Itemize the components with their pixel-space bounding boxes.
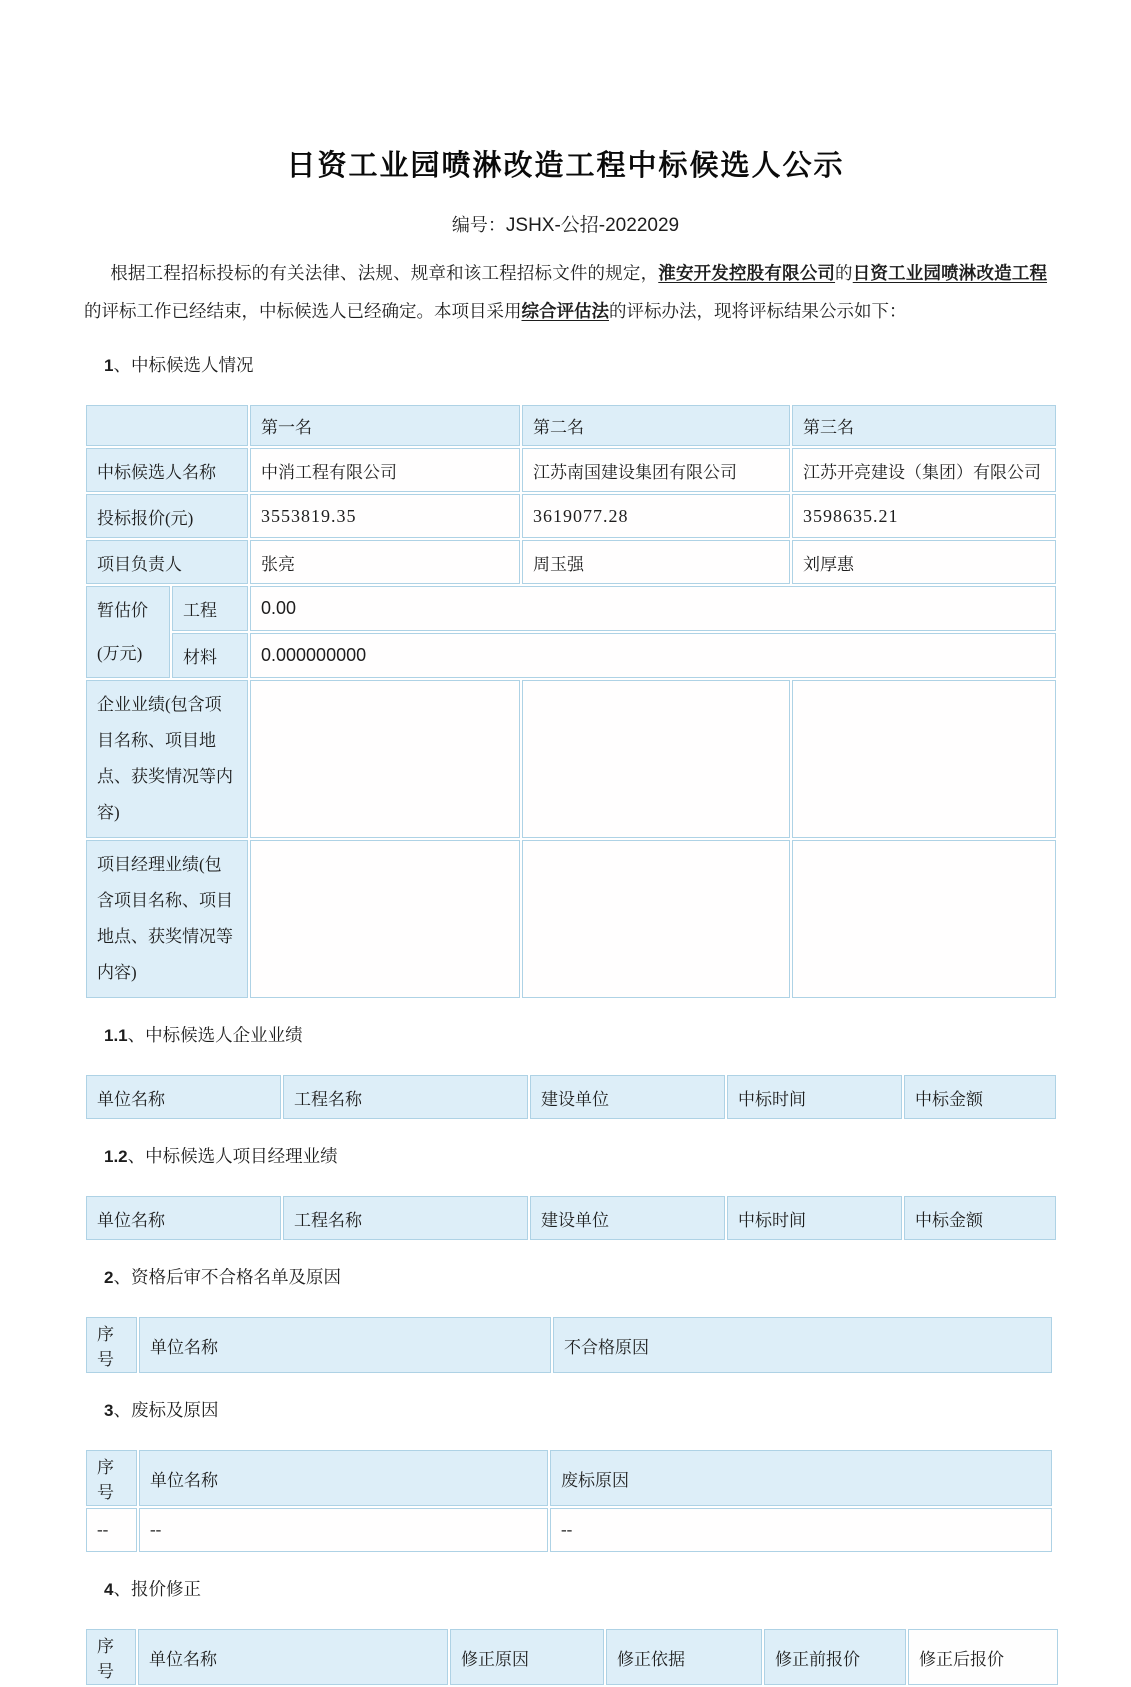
estimate-label	[86, 586, 170, 678]
candidate-1-name: 中消工程有限公司	[250, 448, 520, 492]
intro-text-4: 的评标办法，现将评标结果公示如下：	[609, 301, 907, 321]
rank-3-header: 第三名	[792, 405, 1056, 446]
cell-unit-name: --	[139, 1508, 548, 1552]
table-row	[86, 1508, 1052, 1552]
col-unit-name: 单位名称	[139, 1450, 548, 1506]
doc-number	[84, 212, 1047, 239]
company-performance-row	[86, 680, 1056, 838]
col-unit-name: 单位名称	[86, 1196, 281, 1240]
section-title: 资格后审不合格名单及原因	[130, 1267, 341, 1287]
col-serial-number: 序号	[86, 1629, 136, 1685]
estimate-project-label: 工程	[172, 586, 248, 631]
estimate-material-value: 0.000000000	[250, 633, 1056, 678]
company-performance-table	[84, 1073, 1058, 1121]
tenderee-name: 淮安开发控股有限公司	[658, 263, 836, 283]
pm-performance-label: 项目经理业绩(包含项目名称、项目地点、获奖情况等内容)	[86, 840, 248, 998]
estimate-project-value: 0.00	[250, 586, 1056, 631]
candidates-table	[84, 403, 1058, 1000]
section-title: 中标候选人情况	[130, 355, 254, 375]
col-disqualify-reason: 不合格原因	[553, 1317, 1052, 1373]
estimate-material-label: 材料	[172, 633, 248, 678]
section-title: 废标及原因	[130, 1400, 219, 1420]
col-reject-reason: 废标原因	[550, 1450, 1052, 1506]
candidate-2-price: 3619077.28	[522, 494, 790, 538]
section-heading-4	[104, 1578, 1047, 1601]
section-separator: 、	[113, 1267, 131, 1287]
pm-performance-row	[86, 840, 1056, 998]
candidate-1-manager: 张亮	[250, 540, 520, 584]
document-page	[84, 0, 1047, 1687]
section-number: 1.1	[104, 1026, 128, 1045]
doc-number-label: 编号：	[451, 215, 506, 235]
col-award-time: 中标时间	[727, 1196, 902, 1240]
col-price-after: 修正后报价	[908, 1629, 1058, 1685]
table-header-row	[86, 1450, 1052, 1506]
candidate-2-manager: 周玉强	[522, 540, 790, 584]
candidate-2-company-performance	[522, 680, 790, 838]
col-award-amount: 中标金额	[904, 1196, 1056, 1240]
section-number: 1.2	[104, 1147, 128, 1166]
col-unit-name: 单位名称	[86, 1075, 281, 1119]
bid-price-row	[86, 494, 1056, 538]
section-number: 1	[104, 356, 114, 375]
col-award-amount: 中标金额	[904, 1075, 1056, 1119]
candidate-3-price: 3598635.21	[792, 494, 1056, 538]
candidate-1-pm-performance	[250, 840, 520, 998]
candidate-name-label: 中标候选人名称	[86, 448, 248, 492]
candidate-3-company-performance	[792, 680, 1056, 838]
rank-2-header: 第二名	[522, 405, 790, 446]
col-project-name: 工程名称	[283, 1075, 528, 1119]
col-serial-number: 序号	[86, 1317, 137, 1373]
rank-1-header: 第一名	[250, 405, 520, 446]
section-separator: 、	[127, 1025, 146, 1045]
section-heading-1-1	[104, 1024, 1047, 1047]
cell-serial-number: --	[86, 1508, 137, 1552]
intro-text-1: 根据工程招标投标的有关法律、法规、规章和该工程招标文件的规定，	[110, 263, 659, 283]
section-heading-2	[104, 1266, 1047, 1289]
section-title: 中标候选人项目经理业绩	[145, 1146, 338, 1166]
section-separator: 、	[113, 1579, 131, 1599]
candidate-2-name: 江苏南国建设集团有限公司	[522, 448, 790, 492]
col-award-time: 中标时间	[727, 1075, 902, 1119]
rejected-bids-table	[84, 1448, 1054, 1554]
candidate-1-price: 3553819.35	[250, 494, 520, 538]
intro-text-3: 的评标工作已经结束，中标候选人已经确定。本项目采用	[84, 301, 522, 321]
bid-price-label: 投标报价(元)	[86, 494, 248, 538]
pm-performance-table	[84, 1194, 1058, 1242]
intro-paragraph	[84, 254, 1047, 330]
estimate-material-row	[86, 633, 1056, 678]
section-separator: 、	[113, 1400, 131, 1420]
candidate-3-manager: 刘厚惠	[792, 540, 1056, 584]
section-heading-1	[104, 354, 1047, 377]
col-price-before: 修正前报价	[764, 1629, 906, 1685]
col-serial-number: 序号	[86, 1450, 137, 1506]
estimate-label-line2: (万元)	[97, 644, 143, 663]
page-title: 日资工业园喷淋改造工程中标候选人公示	[286, 150, 845, 182]
doc-number-value: JSHX-公招-2022029	[505, 215, 680, 236]
table-header-row	[86, 1075, 1056, 1119]
candidate-3-name: 江苏开亮建设（集团）有限公司	[792, 448, 1056, 492]
estimate-label-line1: 暂估价	[97, 601, 148, 620]
section-heading-1-2	[104, 1145, 1047, 1168]
project-manager-row	[86, 540, 1056, 584]
section-number: 4	[104, 1580, 114, 1599]
col-unit-name: 单位名称	[138, 1629, 448, 1685]
candidates-header-row	[86, 405, 1056, 446]
price-correction-table	[84, 1627, 1060, 1687]
cell-reject-reason: --	[550, 1508, 1052, 1552]
candidate-3-pm-performance	[792, 840, 1056, 998]
table-header-row	[86, 1196, 1056, 1240]
col-unit-name: 单位名称	[139, 1317, 551, 1373]
col-correction-basis: 修正依据	[606, 1629, 762, 1685]
col-construction-unit: 建设单位	[530, 1075, 725, 1119]
table-header-row	[86, 1629, 1058, 1685]
intro-text-2: 的	[835, 263, 853, 283]
col-correction-reason: 修正原因	[450, 1629, 604, 1685]
section-title: 中标候选人企业业绩	[145, 1025, 303, 1045]
candidate-2-pm-performance	[522, 840, 790, 998]
company-performance-label: 企业业绩(包含项目名称、项目地点、获奖情况等内容)	[86, 680, 248, 838]
section-heading-3	[104, 1399, 1047, 1422]
section-separator: 、	[113, 355, 131, 375]
estimate-project-row	[86, 586, 1056, 631]
evaluation-method: 综合评估法	[521, 301, 609, 321]
section-separator: 、	[127, 1146, 146, 1166]
col-project-name: 工程名称	[283, 1196, 528, 1240]
project-name: 日资工业园喷淋改造工程	[852, 263, 1048, 283]
section-number: 2	[104, 1268, 114, 1287]
section-number: 3	[104, 1401, 114, 1420]
disqualified-table	[84, 1315, 1054, 1375]
candidate-name-row	[86, 448, 1056, 492]
candidate-1-company-performance	[250, 680, 520, 838]
col-construction-unit: 建设单位	[530, 1196, 725, 1240]
section-title: 报价修正	[130, 1579, 201, 1599]
table-header-row	[86, 1317, 1052, 1373]
project-manager-label: 项目负责人	[86, 540, 248, 584]
corner-cell	[86, 405, 248, 446]
